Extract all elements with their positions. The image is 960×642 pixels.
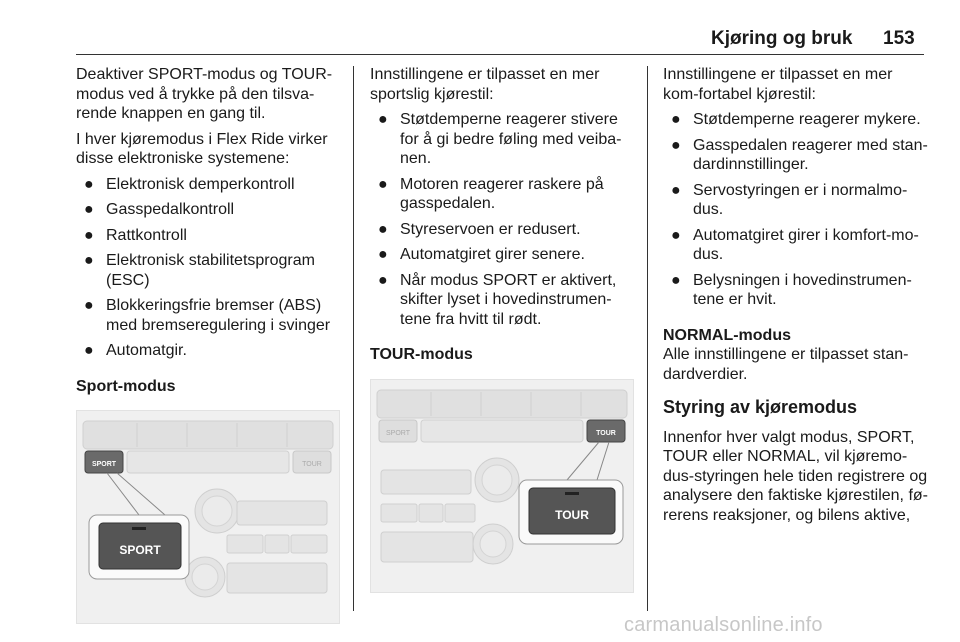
bullet-icon: ● (378, 246, 388, 263)
list-item: ● Automatgiret girer senere. (378, 246, 585, 263)
column-3 (663, 65, 928, 531)
bullet-icon: ● (671, 226, 681, 244)
list-item: ● Gasspedalkontroll (84, 201, 235, 218)
list-item: ● Automatgir. (84, 342, 187, 359)
list-item: ● Belysningen i hovedinstrumen-tene er hvit. (671, 271, 912, 308)
list-item: ● Rattkontroll (84, 226, 187, 244)
tour-button-figure (370, 379, 634, 593)
bullet-icon: ● (84, 342, 94, 359)
list-item: ● Gasspedalen reagerer med stan-dardinnstillinger. (671, 136, 928, 173)
list-item: ● Støtdemperne reagerer stivere for å gi bedre føling med veiba-nen. (378, 111, 622, 167)
list-item: ● Elektronisk stabilitetsprogram (ESC) (84, 252, 315, 289)
sport-settings-list (370, 110, 638, 329)
column-1 (76, 65, 344, 624)
bullet-icon: ● (84, 175, 94, 193)
bullet-icon: ● (84, 201, 94, 218)
list-item: ● Blokkeringsfrie bremser (ABS) med bremseregulering i svinger (84, 297, 331, 334)
paragraph: Innstillingene er tilpasset en mer sportslig kjørestil: (370, 66, 600, 103)
page-header-title: Kjøring og bruk (711, 28, 853, 49)
page-number: 153 (883, 28, 915, 49)
bullet-icon: ● (671, 111, 681, 128)
bullet-icon: ● (84, 297, 94, 314)
subheading-tour-mode: TOUR-modus (370, 346, 473, 363)
bullet-icon: ● (378, 111, 388, 128)
subheading-sport-mode: Sport-modus (76, 377, 176, 395)
watermark: carmanualsonline.info (624, 614, 823, 636)
list-item: ● Servostyringen er i normalmo-dus. (671, 181, 908, 218)
column-2 (370, 65, 638, 593)
column-divider-left (353, 66, 354, 611)
paragraph: I hver kjøremodus i Flex Ride virker disse elektroniske systemene: (76, 130, 328, 167)
list-item: ● Motoren reagerer raskere på gasspedalen. (378, 175, 604, 212)
list-item: ● Elektronisk demperkontroll (84, 175, 295, 193)
system-list (76, 175, 344, 361)
bullet-icon: ● (671, 181, 681, 199)
bullet-icon: ● (84, 252, 94, 269)
large-sport-label: SPORT (119, 543, 161, 557)
list-item: ● Når modus SPORT er aktivert, skifter lyset i hovedinstrumen-tene fra hvitt til rødt. (378, 271, 617, 328)
list-item: ● Automatgiret girer i komfort-mo-dus. (671, 226, 919, 263)
list-item: ● Styreservoen er redusert. (378, 220, 581, 238)
paragraph: Innstillingene er tilpasset en mer kom-fortabel kjørestil: (663, 66, 893, 103)
paragraph: Alle innstillingene er tilpasset stan-dardverdier. (663, 346, 909, 383)
bullet-icon: ● (84, 226, 94, 244)
bullet-icon: ● (378, 271, 388, 289)
bullet-icon: ● (671, 271, 681, 289)
paragraph: Deaktiver SPORT-modus og TOUR-modus ved å trykke på den tilsva-rende knappen en gang til. (76, 66, 333, 122)
bullet-icon: ● (378, 220, 388, 238)
subheading-normal-mode: NORMAL-modus (663, 326, 791, 344)
bullet-icon: ● (671, 136, 681, 154)
header-rule (76, 54, 924, 55)
section-heading-drive-mode-control: Styring av kjøremodus (663, 397, 858, 417)
small-tour-label: TOUR (302, 461, 322, 468)
large-tour-label: TOUR (555, 507, 589, 522)
small-sport-label: SPORT (386, 429, 410, 437)
sport-button-figure (76, 410, 340, 624)
tour-settings-list (663, 110, 928, 310)
column-divider-right (647, 66, 648, 611)
small-tour-label: TOUR (596, 429, 616, 437)
list-item: ● Støtdemperne reagerer mykere. (671, 111, 921, 128)
paragraph: Innenfor hver valgt modus, SPORT, TOUR eller NORMAL, vil kjøremo-dus-styringen hele tiden registrere og analysere den faktiske kjørestilen, fø-rerens reaksjoner, og bilens aktive, (663, 428, 928, 524)
small-sport-label: SPORT (91, 461, 117, 468)
bullet-icon: ● (378, 175, 388, 193)
